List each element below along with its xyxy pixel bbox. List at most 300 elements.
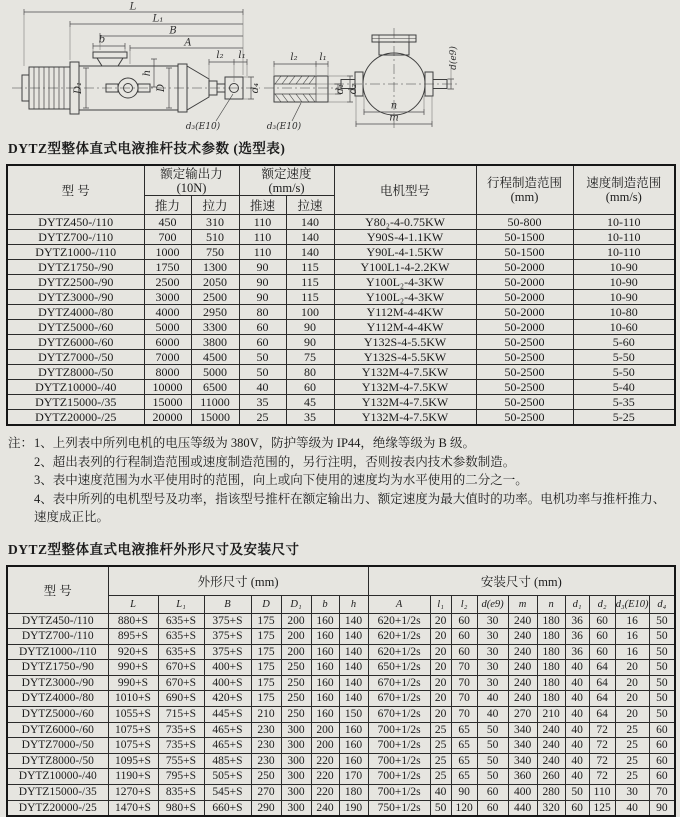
dim-label-A: A	[183, 38, 191, 49]
value-cell: 65	[451, 722, 477, 738]
value-cell: 300	[281, 785, 311, 801]
value-cell: 140	[286, 245, 334, 260]
value-cell: 5000	[144, 320, 191, 335]
value-cell: Y132S-4-5.5KW	[334, 350, 476, 365]
dimension-table-title: DYTZ型整体直式电液推杆外形尺寸及安装尺寸	[8, 538, 674, 558]
side-view-dimensions	[24, 9, 254, 121]
value-cell: 180	[339, 785, 368, 801]
dim-label-h: h	[142, 70, 153, 76]
value-cell: 60	[589, 644, 615, 660]
col-group-outline-dims: 外形尺寸 (mm)	[108, 566, 368, 596]
dim-label-d3e10-detail: d₃(E10)	[267, 121, 302, 132]
value-cell: 40	[565, 769, 589, 785]
table-row	[7, 395, 675, 410]
value-cell: 64	[589, 660, 615, 676]
model-cell: DYTZ450-/110	[7, 613, 108, 629]
value-cell: 1055+S	[108, 707, 158, 723]
value-cell: 180	[537, 613, 565, 629]
value-cell: 700+1/2s	[368, 722, 430, 738]
value-cell: 120	[451, 800, 477, 816]
value-cell: 735+S	[158, 722, 204, 738]
value-cell: 72	[589, 753, 615, 769]
value-cell: 30	[615, 785, 649, 801]
value-cell: 140	[339, 629, 368, 645]
value-cell: 90	[451, 785, 477, 801]
table-row	[7, 335, 675, 350]
value-cell: 670+1/2s	[368, 675, 430, 691]
value-cell: 175	[251, 629, 281, 645]
value-cell: 40	[565, 660, 589, 676]
rated-output-unit: (10N)	[145, 181, 239, 195]
value-cell: 50	[477, 753, 508, 769]
dim-label-l1-detail: l₁	[319, 52, 326, 63]
value-cell: 670+S	[158, 675, 204, 691]
value-cell: 240	[537, 753, 565, 769]
value-cell: 60	[565, 800, 589, 816]
value-cell: 50-2500	[476, 380, 573, 395]
value-cell: 45	[286, 395, 334, 410]
value-cell: 50-2500	[476, 395, 573, 410]
value-cell: 150	[339, 707, 368, 723]
value-cell: 20	[430, 707, 451, 723]
value-cell: 30	[477, 629, 508, 645]
table-row	[7, 675, 675, 691]
value-cell: 36	[565, 629, 589, 645]
value-cell: 700	[144, 230, 191, 245]
value-cell: 50-2000	[476, 275, 573, 290]
value-cell: 700+1/2s	[368, 785, 430, 801]
value-cell: 260	[537, 769, 565, 785]
value-cell: 75	[286, 350, 334, 365]
value-cell: 90	[239, 290, 286, 305]
value-cell: 240	[311, 800, 339, 816]
value-cell: 160	[339, 753, 368, 769]
model-cell: DYTZ15000-/35	[7, 785, 108, 801]
model-cell: DYTZ8000-/50	[7, 365, 144, 380]
value-cell: 5-60	[573, 335, 675, 350]
value-cell: 50	[477, 722, 508, 738]
value-cell: 16	[615, 613, 649, 629]
value-cell: 36	[565, 644, 589, 660]
model-cell: DYTZ3000-/90	[7, 675, 108, 691]
col-header: h	[339, 595, 368, 613]
value-cell: 160	[339, 738, 368, 754]
dim-label-l2-detail: l₂	[290, 52, 297, 63]
table-row	[7, 753, 675, 769]
model-cell: DYTZ8000-/50	[7, 753, 108, 769]
value-cell: 110	[239, 245, 286, 260]
value-cell: 1095+S	[108, 753, 158, 769]
col-header-push-speed: 推速	[239, 196, 286, 215]
table-row	[7, 380, 675, 395]
value-cell: 40	[565, 675, 589, 691]
value-cell: 635+S	[158, 629, 204, 645]
value-cell: 650+1/2s	[368, 660, 430, 676]
value-cell: 340	[508, 722, 537, 738]
dim-label-l2-main: l₂	[216, 50, 223, 61]
value-cell: 40	[430, 785, 451, 801]
table-row	[7, 722, 675, 738]
value-cell: 20	[615, 707, 649, 723]
value-cell: 290	[251, 800, 281, 816]
model-cell: DYTZ5000-/60	[7, 320, 144, 335]
value-cell: 25	[615, 738, 649, 754]
value-cell: 895+S	[108, 629, 158, 645]
value-cell: 25	[430, 722, 451, 738]
col-header: L₁	[158, 595, 204, 613]
value-cell: 465+S	[204, 722, 251, 738]
value-cell: 10-60	[573, 320, 675, 335]
value-cell: 180	[537, 629, 565, 645]
value-cell: 450	[144, 215, 191, 230]
value-cell: 64	[589, 691, 615, 707]
value-cell: 50	[649, 707, 675, 723]
value-cell: 300	[281, 722, 311, 738]
value-cell: 340	[508, 753, 537, 769]
value-cell: 2050	[191, 275, 239, 290]
rated-output-label: 额定输出力	[145, 167, 239, 181]
value-cell: 160	[311, 613, 339, 629]
value-cell: 690+S	[158, 691, 204, 707]
value-cell: 40	[615, 800, 649, 816]
model-cell: DYTZ7000-/50	[7, 738, 108, 754]
note-item: 2、超出表列的行程制造范围或速度制造范围的，另行注明，否则按表内技术参数制造。	[34, 453, 674, 472]
value-cell: 700+1/2s	[368, 753, 430, 769]
col-header-rated-speed	[239, 165, 334, 196]
value-cell: 320	[537, 800, 565, 816]
model-cell: DYTZ1750-/90	[7, 660, 108, 676]
value-cell: 10-90	[573, 260, 675, 275]
stroke-range-unit: (mm)	[477, 190, 573, 204]
value-cell: 240	[508, 644, 537, 660]
value-cell: 72	[589, 722, 615, 738]
value-cell: 40	[477, 707, 508, 723]
value-cell: 400+S	[204, 675, 251, 691]
value-cell: 440	[508, 800, 537, 816]
dim-label-d1: d₁	[335, 84, 346, 94]
table-row	[7, 260, 675, 275]
value-cell: 180	[537, 691, 565, 707]
table-row	[7, 230, 675, 245]
value-cell: 920+S	[108, 644, 158, 660]
value-cell: 6500	[191, 380, 239, 395]
value-cell: 1010+S	[108, 691, 158, 707]
value-cell: 72	[589, 769, 615, 785]
value-cell: Y100L₂-4-3KW	[334, 290, 476, 305]
value-cell: 160	[311, 660, 339, 676]
dimension-subheader-row	[7, 595, 675, 613]
value-cell: 50-2500	[476, 410, 573, 426]
value-cell: 110	[239, 215, 286, 230]
col-header-rated-output	[144, 165, 239, 196]
col-header-speed-range	[573, 165, 675, 215]
value-cell: 620+1/2s	[368, 613, 430, 629]
model-cell: DYTZ20000-/25	[7, 410, 144, 426]
col-header: l₁	[430, 595, 451, 613]
value-cell: 10-110	[573, 215, 675, 230]
value-cell: 220	[311, 769, 339, 785]
value-cell: 3800	[191, 335, 239, 350]
value-cell: 1270+S	[108, 785, 158, 801]
table-row	[7, 707, 675, 723]
selection-table	[6, 164, 676, 426]
value-cell: 20	[430, 660, 451, 676]
col-header: B	[204, 595, 251, 613]
value-cell: 50	[649, 660, 675, 676]
value-cell: 250	[281, 691, 311, 707]
dim-label-m: m	[389, 113, 398, 124]
dim-label-d3e10-main: d₃(E10)	[186, 121, 221, 132]
col-header-pull-force: 拉力	[191, 196, 239, 215]
dim-label-D: D	[156, 84, 167, 93]
value-cell: 20	[615, 691, 649, 707]
table-row	[7, 629, 675, 645]
value-cell: 40	[565, 707, 589, 723]
speed-range-label: 速度制造范围	[574, 176, 675, 190]
value-cell: 5-40	[573, 380, 675, 395]
table-row	[7, 691, 675, 707]
value-cell: 660+S	[204, 800, 251, 816]
value-cell: 60	[477, 785, 508, 801]
table-row	[7, 245, 675, 260]
value-cell: 70	[649, 785, 675, 801]
value-cell: 140	[339, 675, 368, 691]
value-cell: 1075+S	[108, 722, 158, 738]
value-cell: 340	[508, 738, 537, 754]
value-cell: 110	[239, 230, 286, 245]
value-cell: Y80₂-4-0.75KW	[334, 215, 476, 230]
value-cell: 40	[565, 753, 589, 769]
col-header: D₁	[281, 595, 311, 613]
model-cell: DYTZ6000-/60	[7, 722, 108, 738]
value-cell: 15000	[191, 410, 239, 426]
value-cell: 175	[251, 691, 281, 707]
col-header: l₂	[451, 595, 477, 613]
model-cell: DYTZ5000-/60	[7, 707, 108, 723]
value-cell: 140	[286, 215, 334, 230]
value-cell: 3300	[191, 320, 239, 335]
value-cell: 750+1/2s	[368, 800, 430, 816]
table-row	[7, 275, 675, 290]
value-cell: 60	[239, 335, 286, 350]
model-cell: DYTZ700-/110	[7, 230, 144, 245]
model-cell: DYTZ2500-/90	[7, 275, 144, 290]
value-cell: 1000	[144, 245, 191, 260]
value-cell: 835+S	[158, 785, 204, 801]
model-cell: DYTZ1000-/110	[7, 644, 108, 660]
notes	[8, 434, 674, 527]
table-row	[7, 769, 675, 785]
value-cell: 2500	[191, 290, 239, 305]
dim-label-D1: D₁	[73, 82, 84, 95]
value-cell: 140	[339, 691, 368, 707]
value-cell: 160	[339, 722, 368, 738]
dim-label-B: B	[168, 26, 176, 37]
model-cell: DYTZ4000-/80	[7, 691, 108, 707]
model-cell: DYTZ10000-/40	[7, 380, 144, 395]
dim-label-l1-main: l₁	[238, 50, 245, 61]
value-cell: 50-2000	[476, 290, 573, 305]
value-cell: 50-1500	[476, 230, 573, 245]
table-row	[7, 350, 675, 365]
value-cell: 445+S	[204, 707, 251, 723]
value-cell: 1190+S	[108, 769, 158, 785]
value-cell: 280	[537, 785, 565, 801]
value-cell: 115	[286, 275, 334, 290]
selection-table-title: DYTZ型整体直式电液推杆技术参数 (选型表)	[8, 137, 674, 157]
value-cell: 25	[430, 753, 451, 769]
value-cell: 60	[451, 613, 477, 629]
value-cell: 5-50	[573, 350, 675, 365]
value-cell: 510	[191, 230, 239, 245]
value-cell: 20	[430, 644, 451, 660]
value-cell: 50-800	[476, 215, 573, 230]
value-cell: 5-35	[573, 395, 675, 410]
value-cell: 20	[430, 629, 451, 645]
value-cell: 4000	[144, 305, 191, 320]
value-cell: 200	[311, 722, 339, 738]
value-cell: 175	[251, 660, 281, 676]
value-cell: 40	[565, 722, 589, 738]
value-cell: 620+1/2s	[368, 629, 430, 645]
value-cell: 990+S	[108, 660, 158, 676]
value-cell: 25	[430, 769, 451, 785]
value-cell: 160	[311, 675, 339, 691]
value-cell: 25	[239, 410, 286, 426]
table-row	[7, 660, 675, 676]
value-cell: 10000	[144, 380, 191, 395]
value-cell: 60	[239, 320, 286, 335]
value-cell: 30	[477, 675, 508, 691]
value-cell: 80	[286, 365, 334, 380]
value-cell: 1075+S	[108, 738, 158, 754]
value-cell: 240	[508, 613, 537, 629]
value-cell: 115	[286, 290, 334, 305]
value-cell: 220	[311, 785, 339, 801]
model-cell: DYTZ7000-/50	[7, 350, 144, 365]
value-cell: 240	[508, 675, 537, 691]
dim-label-L: L	[129, 2, 137, 13]
value-cell: 25	[615, 769, 649, 785]
value-cell: 300	[281, 769, 311, 785]
col-header: L	[108, 595, 158, 613]
note-item: 3、表中速度范围为水平使用时的范围，向上或向下使用的速度均为水平使用的二分之一。	[34, 471, 674, 490]
value-cell: 7000	[144, 350, 191, 365]
value-cell: 880+S	[108, 613, 158, 629]
col-header: A	[368, 595, 430, 613]
value-cell: 25	[615, 722, 649, 738]
value-cell: 60	[589, 629, 615, 645]
value-cell: 25	[615, 753, 649, 769]
value-cell: 200	[311, 738, 339, 754]
value-cell: 30	[477, 644, 508, 660]
value-cell: 240	[508, 629, 537, 645]
value-cell: 250	[281, 675, 311, 691]
value-cell: 60	[649, 738, 675, 754]
value-cell: 65	[451, 769, 477, 785]
value-cell: 240	[508, 691, 537, 707]
value-cell: 50-2000	[476, 260, 573, 275]
value-cell: 50	[239, 350, 286, 365]
value-cell: 270	[251, 785, 281, 801]
value-cell: 20	[430, 691, 451, 707]
value-cell: 230	[251, 722, 281, 738]
value-cell: 60	[649, 753, 675, 769]
value-cell: 4500	[191, 350, 239, 365]
model-cell: DYTZ10000-/40	[7, 769, 108, 785]
model-cell: DYTZ1000-/110	[7, 245, 144, 260]
front-view-dimensions	[356, 66, 454, 127]
value-cell: 50	[649, 629, 675, 645]
value-cell: 70	[451, 660, 477, 676]
value-cell: 300	[281, 738, 311, 754]
value-cell: 10-90	[573, 275, 675, 290]
col-header: m	[508, 595, 537, 613]
value-cell: 60	[649, 722, 675, 738]
table-row	[7, 215, 675, 230]
value-cell: Y90L-4-1.5KW	[334, 245, 476, 260]
value-cell: 3000	[144, 290, 191, 305]
value-cell: 240	[508, 660, 537, 676]
value-cell: 16	[615, 629, 649, 645]
rated-speed-unit: (mm/s)	[240, 181, 334, 195]
value-cell: 1300	[191, 260, 239, 275]
value-cell: 735+S	[158, 738, 204, 754]
value-cell: 240	[537, 722, 565, 738]
value-cell: 250	[281, 660, 311, 676]
value-cell: 750	[191, 245, 239, 260]
value-cell: 990+S	[108, 675, 158, 691]
value-cell: 140	[339, 660, 368, 676]
value-cell: 11000	[191, 395, 239, 410]
value-cell: 90	[239, 260, 286, 275]
dim-label-b: b	[99, 35, 105, 46]
value-cell: 10-90	[573, 290, 675, 305]
value-cell: 240	[537, 738, 565, 754]
model-cell: DYTZ1750-/90	[7, 260, 144, 275]
speed-range-unit: (mm/s)	[574, 190, 675, 204]
value-cell: 65	[451, 738, 477, 754]
value-cell: 50	[565, 785, 589, 801]
value-cell: 175	[251, 613, 281, 629]
value-cell: 755+S	[158, 753, 204, 769]
rod-end-detail-view	[264, 76, 342, 102]
value-cell: 50-2500	[476, 350, 573, 365]
value-cell: 70	[451, 675, 477, 691]
value-cell: 5-50	[573, 365, 675, 380]
value-cell: 485+S	[204, 753, 251, 769]
table-row	[7, 800, 675, 816]
value-cell: 545+S	[204, 785, 251, 801]
value-cell: 35	[286, 410, 334, 426]
model-cell: DYTZ3000-/90	[7, 290, 144, 305]
value-cell: 160	[311, 644, 339, 660]
dimension-table-header	[7, 566, 675, 614]
value-cell: 16	[615, 644, 649, 660]
value-cell: 64	[589, 675, 615, 691]
value-cell: 64	[589, 707, 615, 723]
value-cell: 20000	[144, 410, 191, 426]
model-cell: DYTZ450-/110	[7, 215, 144, 230]
value-cell: 36	[565, 613, 589, 629]
value-cell: Y112M-4-4KW	[334, 320, 476, 335]
value-cell: 50	[430, 800, 451, 816]
value-cell: 670+1/2s	[368, 707, 430, 723]
dimension-table-body	[7, 613, 675, 816]
value-cell: 2500	[144, 275, 191, 290]
value-cell: 15000	[144, 395, 191, 410]
table-row	[7, 644, 675, 660]
